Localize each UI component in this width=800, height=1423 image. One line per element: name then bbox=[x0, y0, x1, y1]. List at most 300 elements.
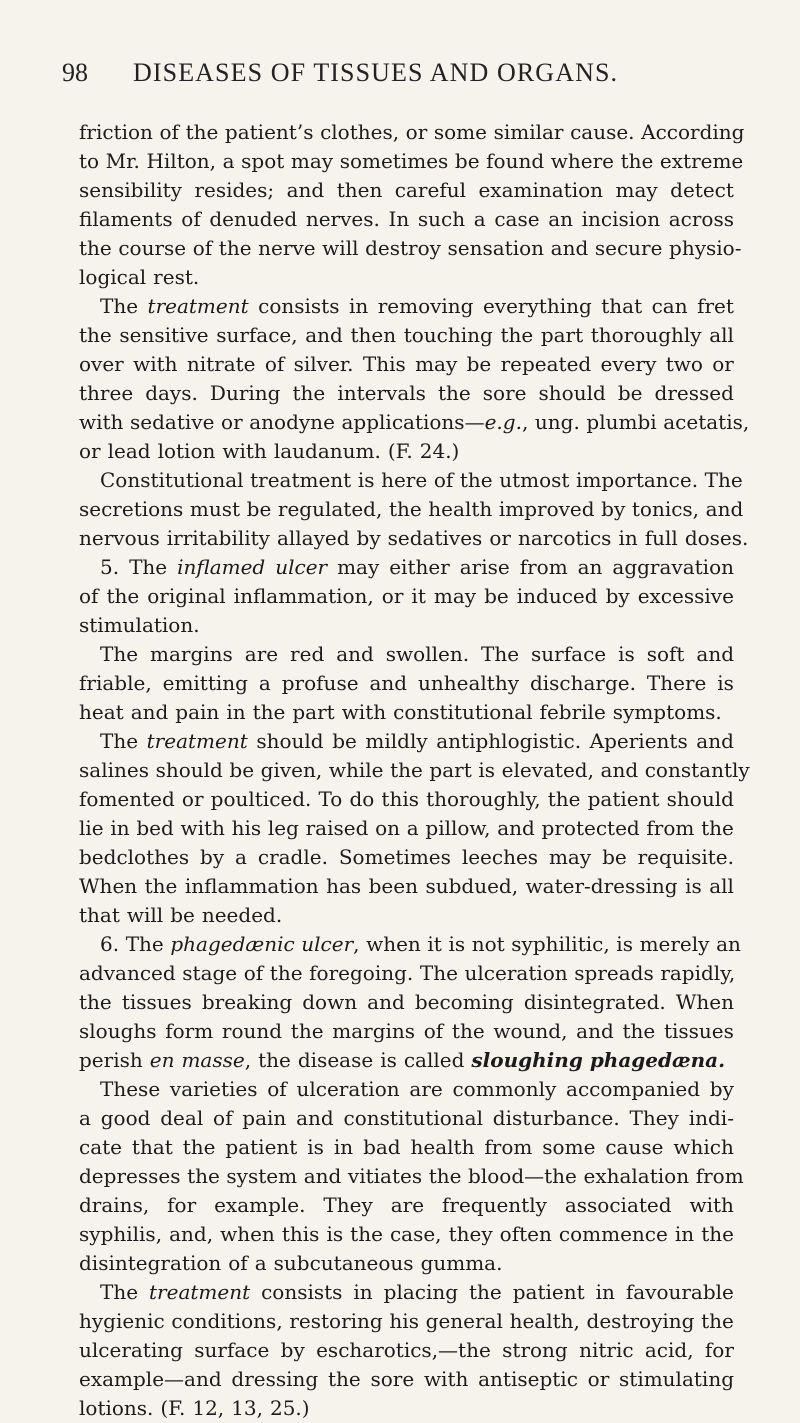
word: The bbox=[419, 961, 458, 985]
word: bad bbox=[363, 1135, 401, 1159]
word: two bbox=[665, 352, 703, 376]
text-line bbox=[79, 1394, 734, 1423]
text-line bbox=[79, 321, 734, 350]
word: incision bbox=[581, 207, 661, 231]
italic-text: treatment bbox=[147, 294, 249, 318]
word: case, bbox=[389, 1222, 442, 1246]
word: of bbox=[213, 1106, 233, 1130]
word: health bbox=[410, 1135, 475, 1159]
word: all bbox=[709, 323, 734, 347]
word: they bbox=[448, 1222, 493, 1246]
word: be bbox=[170, 903, 195, 927]
word: or bbox=[221, 410, 243, 434]
word: the bbox=[292, 381, 326, 405]
word: that bbox=[131, 1135, 173, 1159]
text-line bbox=[79, 495, 744, 524]
text-line bbox=[79, 437, 734, 466]
word: anodyne bbox=[249, 410, 335, 434]
word: friable, bbox=[79, 671, 152, 695]
word: frequently bbox=[441, 1193, 547, 1217]
word: the bbox=[218, 236, 252, 260]
word: may bbox=[548, 845, 592, 869]
word: clothes, bbox=[320, 120, 400, 144]
word: is bbox=[326, 1222, 344, 1246]
word: fomented bbox=[79, 787, 175, 811]
word: resides; bbox=[194, 178, 275, 202]
word: the bbox=[500, 323, 534, 347]
word: be bbox=[466, 352, 492, 376]
word: During bbox=[209, 381, 281, 405]
word: and bbox=[286, 178, 325, 202]
word: should bbox=[666, 787, 734, 811]
word: is bbox=[685, 874, 702, 898]
word: needed. bbox=[201, 903, 283, 927]
word: secretions bbox=[79, 497, 184, 521]
text-line bbox=[79, 1249, 734, 1278]
bold-italic-text: sloughing bbox=[471, 1048, 583, 1072]
word: and bbox=[296, 1106, 334, 1130]
word: part bbox=[292, 700, 335, 724]
word: and bbox=[576, 1019, 614, 1043]
word: should bbox=[538, 381, 606, 405]
word: salines bbox=[79, 758, 149, 782]
word: acetatis, bbox=[663, 410, 750, 434]
word bbox=[148, 292, 249, 321]
word: masse, bbox=[181, 1048, 252, 1072]
word: similar bbox=[493, 120, 564, 144]
word: the bbox=[701, 816, 734, 840]
word: part bbox=[540, 323, 584, 347]
word: original bbox=[147, 584, 226, 608]
bold-italic-text: phagedæna. bbox=[589, 1048, 726, 1072]
word: raised bbox=[305, 816, 369, 840]
word: disintegrated. bbox=[523, 990, 666, 1014]
word: hygienic bbox=[79, 1309, 165, 1333]
word: surface bbox=[194, 1338, 270, 1362]
word: lie bbox=[79, 816, 104, 840]
word: of bbox=[264, 352, 285, 376]
word: can bbox=[651, 294, 688, 318]
word: down bbox=[302, 990, 358, 1014]
word: induced bbox=[516, 584, 598, 608]
word: three bbox=[79, 381, 134, 405]
word: the bbox=[388, 497, 422, 521]
running-title: DISEASES OF TISSUES AND ORGANS. bbox=[133, 58, 619, 87]
word: the bbox=[144, 874, 178, 898]
word: mildly bbox=[365, 729, 428, 753]
word: patient bbox=[225, 1135, 298, 1159]
word: becoming bbox=[414, 990, 514, 1014]
word: Hilton, bbox=[146, 149, 217, 173]
word: strong bbox=[502, 1338, 568, 1362]
word: with bbox=[79, 410, 124, 434]
word: (F. bbox=[387, 439, 413, 463]
word: in bbox=[226, 700, 246, 724]
word: and bbox=[600, 758, 639, 782]
word: poulticed. bbox=[210, 787, 312, 811]
word: arise bbox=[459, 555, 510, 579]
word: of bbox=[79, 584, 99, 608]
word: health bbox=[428, 497, 493, 521]
text-line bbox=[79, 1075, 734, 1104]
word: nerves. bbox=[305, 207, 380, 231]
text-line bbox=[79, 814, 734, 843]
word: and bbox=[696, 729, 734, 753]
word: nervous bbox=[79, 526, 160, 550]
word: fret bbox=[697, 294, 734, 318]
text-line bbox=[79, 1191, 734, 1220]
word: aggravation bbox=[612, 555, 734, 579]
word: or bbox=[712, 352, 734, 376]
word: water-dressing bbox=[525, 874, 678, 898]
word: the bbox=[390, 758, 423, 782]
word: and bbox=[550, 236, 589, 260]
italic-text: masse bbox=[181, 1048, 245, 1072]
word: lotions. bbox=[79, 1396, 154, 1420]
word: and bbox=[305, 323, 343, 347]
word: bedclothes bbox=[79, 845, 190, 869]
word: with bbox=[222, 439, 267, 463]
text-line bbox=[79, 379, 734, 408]
word: The bbox=[100, 294, 139, 318]
word: case bbox=[494, 207, 540, 231]
word: careful bbox=[394, 178, 466, 202]
word: nitrate bbox=[186, 352, 256, 376]
italic-text: ulcer bbox=[301, 932, 354, 956]
word: disease bbox=[297, 1048, 374, 1072]
word: that bbox=[601, 294, 643, 318]
word: and bbox=[336, 642, 374, 666]
word: everything bbox=[482, 294, 592, 318]
word: patient bbox=[512, 1280, 585, 1304]
word: sedative bbox=[130, 410, 215, 434]
word: These bbox=[100, 1077, 161, 1101]
word: To bbox=[318, 787, 343, 811]
word: The bbox=[481, 642, 520, 666]
text-line bbox=[79, 988, 734, 1017]
word: and bbox=[303, 1164, 342, 1188]
word: or bbox=[405, 120, 428, 144]
word: Constitutional bbox=[100, 468, 244, 492]
text-line bbox=[79, 1278, 734, 1307]
word: They bbox=[629, 1106, 679, 1130]
word: wound, bbox=[493, 1019, 568, 1043]
word: indi- bbox=[688, 1106, 734, 1130]
word: and, bbox=[169, 1222, 214, 1246]
word: pillow, bbox=[425, 816, 491, 840]
text-line bbox=[79, 959, 734, 988]
word: may bbox=[615, 178, 658, 202]
word: margins bbox=[332, 1019, 416, 1043]
word: silver. bbox=[293, 352, 354, 376]
word: be bbox=[617, 381, 643, 405]
word: not bbox=[471, 932, 505, 956]
word: rest. bbox=[153, 265, 200, 289]
word: stimulating bbox=[619, 1367, 734, 1391]
word: has bbox=[326, 874, 362, 898]
word: for bbox=[704, 1338, 734, 1362]
word: sedatives bbox=[387, 526, 483, 550]
word: from bbox=[695, 1164, 744, 1188]
word bbox=[149, 1278, 250, 1307]
word: According bbox=[641, 120, 745, 144]
word: the bbox=[428, 1164, 462, 1188]
word: is bbox=[717, 671, 734, 695]
word: a bbox=[222, 149, 235, 173]
word: a bbox=[406, 816, 419, 840]
word: patient’s bbox=[224, 120, 314, 144]
word: with bbox=[341, 700, 387, 724]
word: or bbox=[489, 526, 511, 550]
word: good bbox=[100, 1106, 151, 1130]
word: 6. bbox=[100, 932, 120, 956]
word: a bbox=[254, 1251, 267, 1275]
word: should bbox=[256, 729, 324, 753]
word: an bbox=[548, 207, 573, 231]
word: the bbox=[437, 381, 471, 405]
word: an bbox=[577, 555, 603, 579]
word: by bbox=[601, 497, 626, 521]
word: exhalation bbox=[583, 1164, 690, 1188]
word: placing bbox=[383, 1280, 459, 1304]
word: cradle. bbox=[257, 845, 328, 869]
word bbox=[150, 1046, 175, 1075]
word: In bbox=[388, 207, 410, 231]
word: this bbox=[381, 787, 419, 811]
word: advanced bbox=[79, 961, 176, 985]
word: or bbox=[181, 787, 204, 811]
word: is bbox=[357, 468, 375, 492]
word: favourable bbox=[625, 1280, 734, 1304]
word: the bbox=[701, 1222, 734, 1246]
word: constantly bbox=[644, 758, 750, 782]
word: irritability bbox=[166, 526, 270, 550]
word: dressing bbox=[231, 1367, 319, 1391]
word: emitting bbox=[162, 671, 248, 695]
word: be bbox=[229, 758, 255, 782]
text-line bbox=[79, 1133, 734, 1162]
word: is bbox=[307, 1135, 324, 1159]
word: friction bbox=[79, 120, 153, 144]
word: either bbox=[389, 555, 450, 579]
word: every bbox=[600, 352, 657, 376]
word: varieties bbox=[169, 1077, 258, 1101]
word: perish bbox=[79, 1048, 143, 1072]
word: the bbox=[79, 323, 112, 347]
word: sensitive bbox=[119, 323, 209, 347]
word: and bbox=[497, 816, 535, 840]
word: depresses bbox=[79, 1164, 181, 1188]
word: be bbox=[484, 584, 509, 608]
word: ung. bbox=[534, 410, 580, 434]
word: this bbox=[281, 1222, 320, 1246]
word: pain bbox=[175, 700, 220, 724]
word: his bbox=[389, 1309, 419, 1333]
word: improved bbox=[498, 497, 595, 521]
word: margins bbox=[150, 642, 233, 666]
word: repeated bbox=[500, 352, 592, 376]
word: allayed bbox=[276, 526, 350, 550]
text-line bbox=[79, 1307, 734, 1336]
word: disintegration bbox=[79, 1251, 222, 1275]
word: ulcerating bbox=[79, 1338, 183, 1362]
text-line bbox=[79, 669, 734, 698]
word: filaments bbox=[79, 207, 173, 231]
word: Sometimes bbox=[338, 845, 451, 869]
word: detect bbox=[670, 178, 734, 202]
italic-text: en bbox=[149, 1048, 175, 1072]
word: is bbox=[618, 642, 635, 666]
word: in bbox=[348, 294, 369, 318]
word: in bbox=[353, 1280, 373, 1304]
text-line bbox=[79, 350, 734, 379]
word: in bbox=[333, 1135, 354, 1159]
word: red bbox=[290, 642, 325, 666]
word: deal bbox=[160, 1106, 204, 1130]
word: extreme bbox=[659, 149, 744, 173]
word: while bbox=[328, 758, 384, 782]
word: and bbox=[696, 642, 734, 666]
word: are bbox=[390, 1193, 425, 1217]
word: by bbox=[356, 526, 381, 550]
word: importance. bbox=[576, 468, 699, 492]
word: do bbox=[349, 787, 375, 811]
text-line bbox=[79, 147, 744, 176]
word: the bbox=[182, 1135, 216, 1159]
word: the bbox=[701, 1309, 734, 1333]
italic-text: treatment bbox=[146, 729, 248, 753]
text-line bbox=[79, 524, 749, 553]
word: sore bbox=[482, 381, 527, 405]
word: of bbox=[243, 961, 264, 985]
word: the bbox=[451, 1019, 485, 1043]
word: foregoing. bbox=[309, 961, 414, 985]
word: when bbox=[366, 932, 421, 956]
word: a bbox=[473, 207, 486, 231]
word: (F. bbox=[160, 1396, 186, 1420]
text-line bbox=[79, 553, 734, 582]
word: sore bbox=[370, 1367, 415, 1391]
word: leg bbox=[267, 816, 299, 840]
word: days. bbox=[145, 381, 198, 405]
word: a bbox=[258, 671, 271, 695]
word: given, bbox=[260, 758, 323, 782]
word: consists bbox=[258, 294, 340, 318]
word: across bbox=[668, 207, 734, 231]
word: the bbox=[258, 1048, 291, 1072]
text-line bbox=[79, 582, 734, 611]
word: antiseptic bbox=[478, 1367, 578, 1391]
text-line bbox=[79, 263, 734, 292]
word: such bbox=[417, 207, 466, 231]
word: from bbox=[484, 1135, 533, 1159]
word: been bbox=[368, 874, 418, 898]
text-line bbox=[79, 611, 734, 640]
word: by bbox=[280, 1338, 305, 1362]
word: profuse bbox=[281, 671, 359, 695]
word: commonly bbox=[452, 1077, 557, 1101]
word: inflammation, bbox=[233, 584, 374, 608]
word: touching bbox=[403, 323, 493, 347]
word: by bbox=[200, 845, 225, 869]
word: blood—the bbox=[468, 1164, 577, 1188]
word: system bbox=[226, 1164, 298, 1188]
word: in bbox=[674, 1222, 695, 1246]
word: full bbox=[644, 526, 678, 550]
word: utmost bbox=[499, 468, 570, 492]
word: consists bbox=[261, 1280, 343, 1304]
word: intervals bbox=[337, 381, 426, 405]
word: form bbox=[165, 1019, 214, 1043]
word: The bbox=[100, 642, 139, 666]
word: dressed bbox=[654, 381, 734, 405]
word: 25.) bbox=[269, 1396, 310, 1420]
word bbox=[177, 553, 265, 582]
word: conditions, bbox=[171, 1309, 283, 1333]
word: an bbox=[716, 932, 741, 956]
text-line bbox=[79, 872, 734, 901]
word bbox=[471, 1046, 582, 1075]
word: course bbox=[118, 236, 187, 260]
word: of bbox=[267, 1077, 287, 1101]
word: general bbox=[425, 1309, 503, 1333]
word: where bbox=[550, 149, 614, 173]
word: are bbox=[244, 642, 279, 666]
word: and bbox=[369, 671, 408, 695]
italic-text: ulcer bbox=[275, 555, 328, 579]
text-line bbox=[79, 756, 750, 785]
word: laudanum. bbox=[273, 439, 381, 463]
word: narcotics bbox=[517, 526, 612, 550]
word: merely bbox=[639, 932, 710, 956]
word: When bbox=[79, 874, 138, 898]
word: to bbox=[79, 149, 100, 173]
word: be bbox=[332, 729, 357, 753]
word: constitutional bbox=[393, 700, 533, 724]
word: bed bbox=[136, 816, 174, 840]
word: cate bbox=[79, 1135, 122, 1159]
word: tissues bbox=[663, 1019, 734, 1043]
word: of bbox=[433, 468, 454, 492]
word: the bbox=[106, 584, 140, 608]
word bbox=[590, 1046, 725, 1075]
word: by bbox=[709, 1077, 734, 1101]
text-line bbox=[79, 205, 734, 234]
word: The bbox=[100, 1280, 139, 1304]
word: from bbox=[646, 816, 695, 840]
word: for bbox=[167, 1193, 197, 1217]
word: sensibility bbox=[79, 178, 182, 202]
word: of bbox=[192, 236, 213, 260]
word: and bbox=[705, 497, 744, 521]
word: logical bbox=[79, 265, 147, 289]
word: restoring bbox=[289, 1309, 383, 1333]
word bbox=[275, 553, 327, 582]
word: some bbox=[542, 1135, 596, 1159]
text-line bbox=[79, 727, 734, 756]
word: thoroughly bbox=[590, 323, 702, 347]
word: examination bbox=[478, 178, 604, 202]
word: requisite. bbox=[637, 845, 734, 869]
word: or bbox=[381, 584, 404, 608]
word: nitric bbox=[579, 1338, 634, 1362]
word bbox=[147, 727, 248, 756]
word: denuded bbox=[209, 207, 298, 231]
word: example—and bbox=[79, 1367, 222, 1391]
text-line bbox=[79, 466, 743, 495]
word: The bbox=[704, 468, 743, 492]
word: discharge. bbox=[529, 671, 636, 695]
